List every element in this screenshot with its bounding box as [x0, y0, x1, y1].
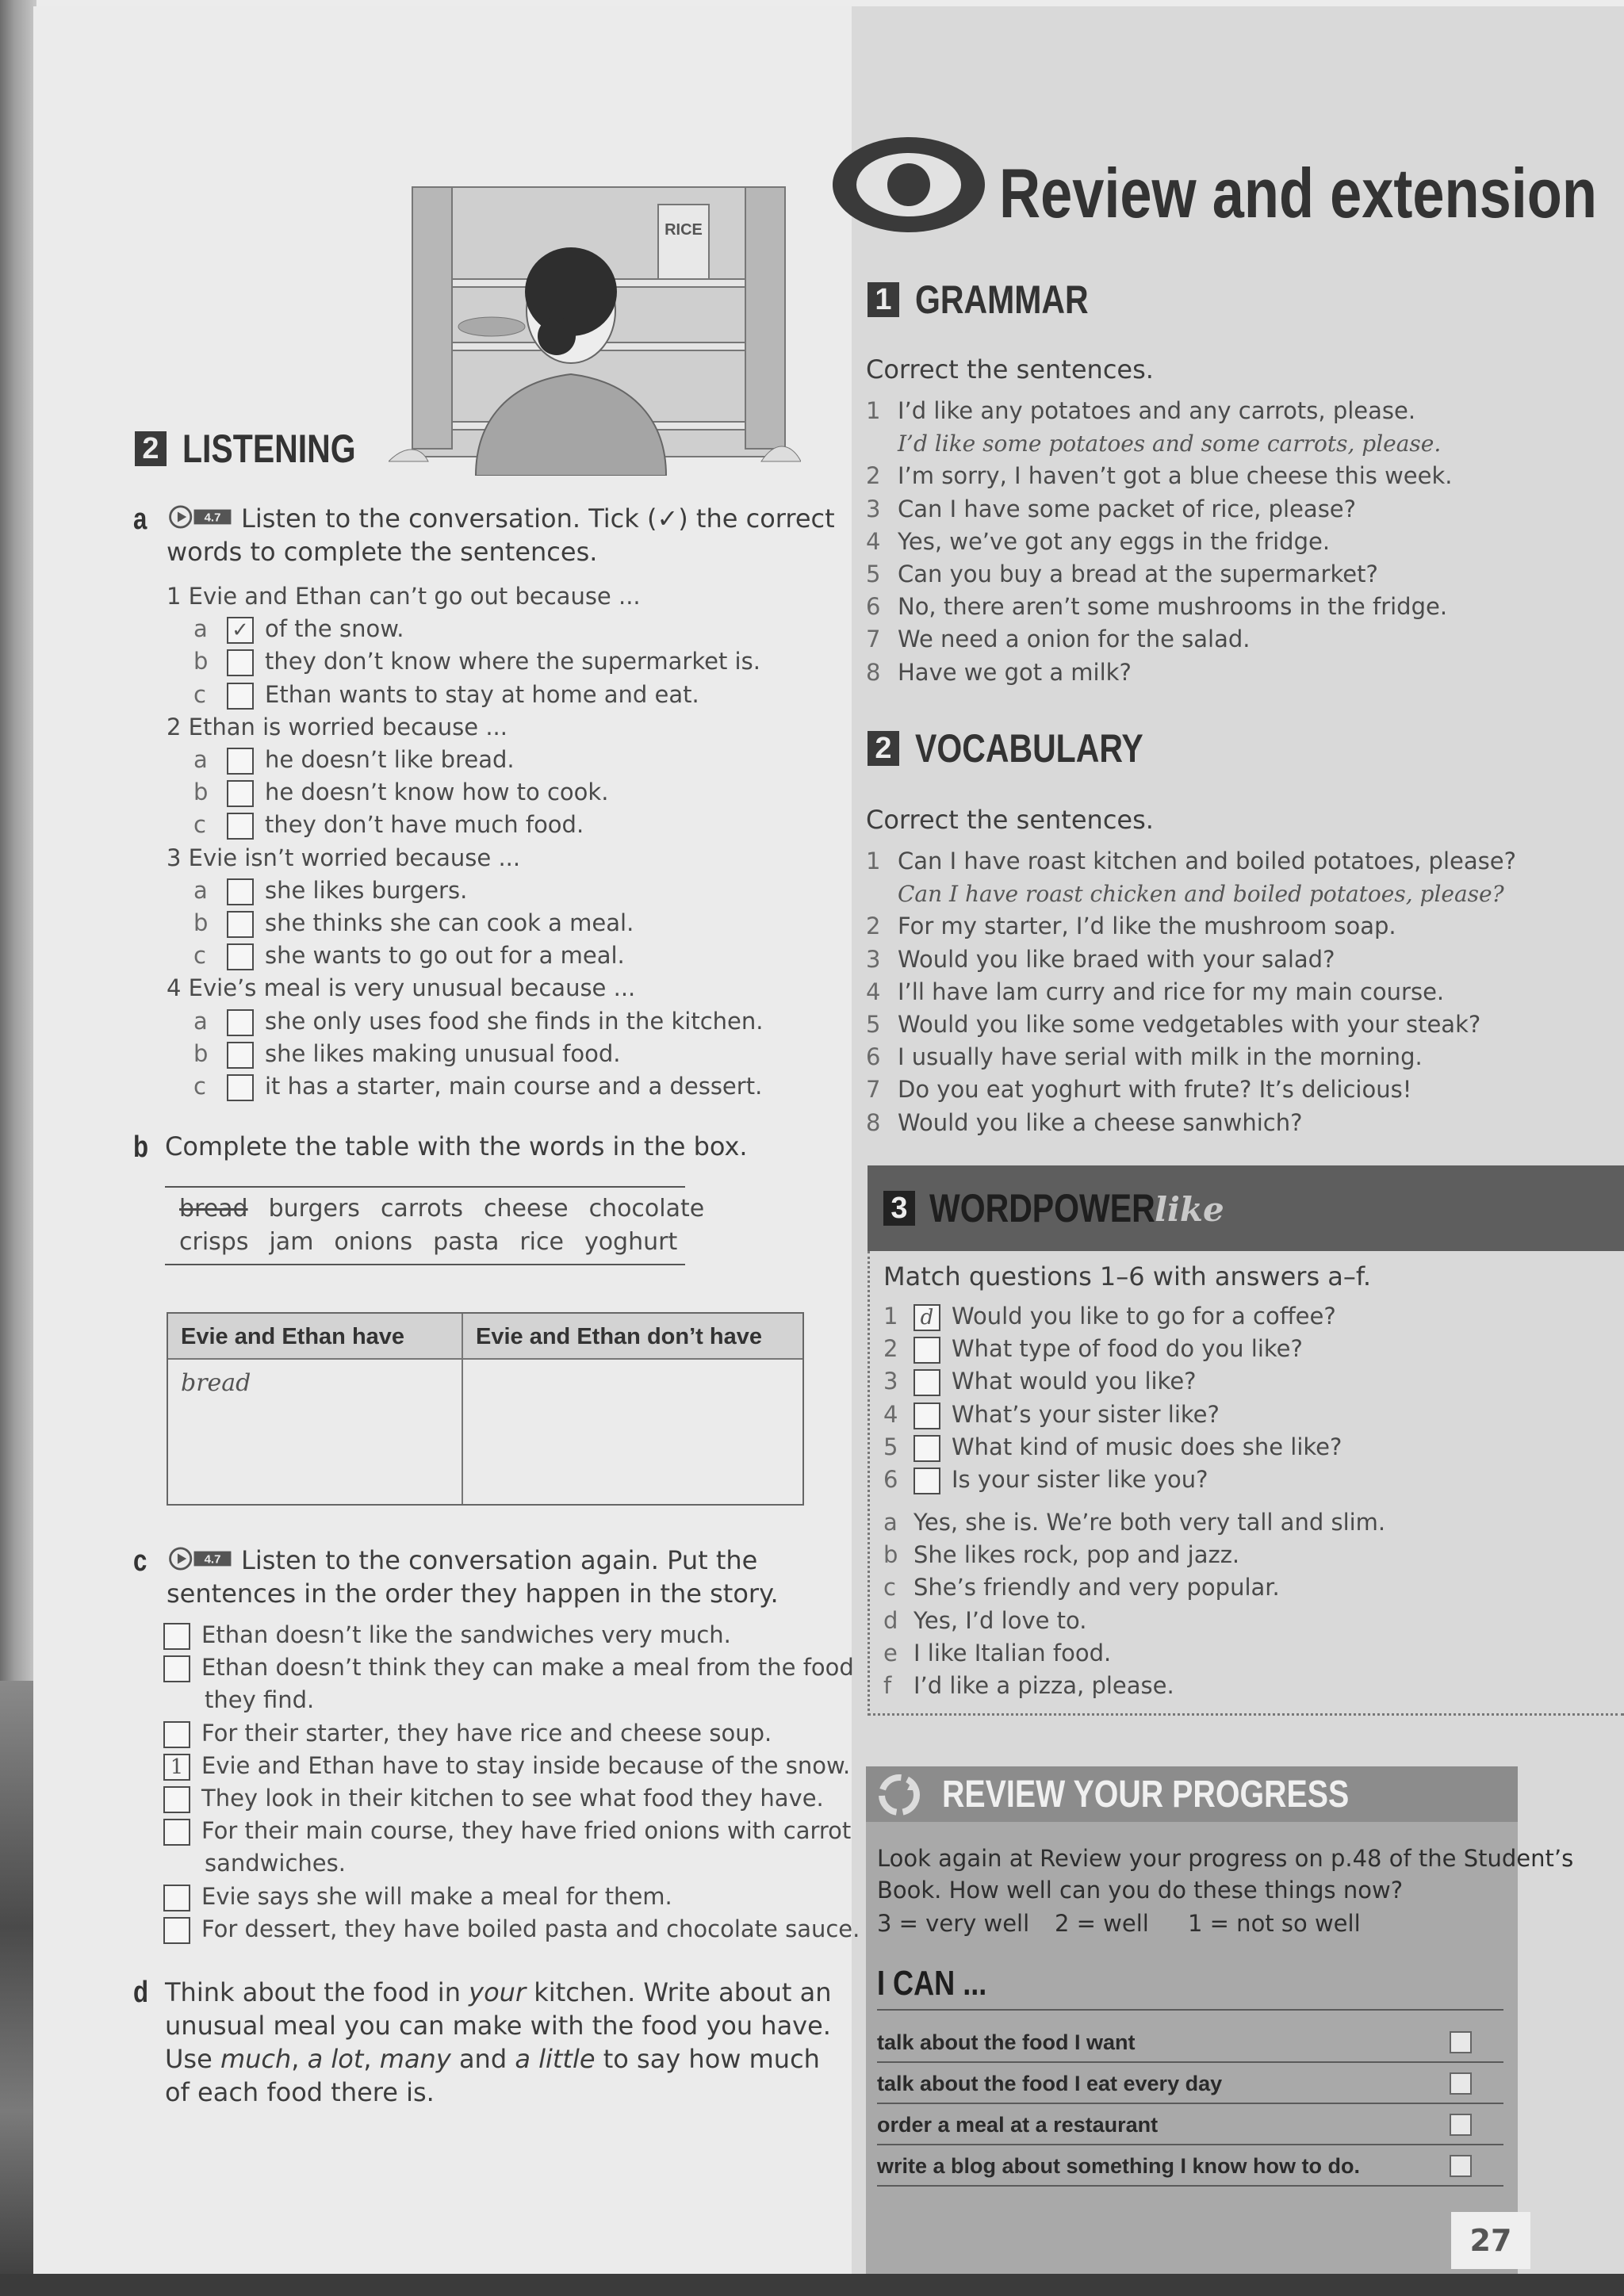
vocabulary-item: [866, 1008, 1480, 1041]
exercise-c-item: [163, 1815, 851, 1847]
question-number: 3: [883, 1368, 898, 1395]
listening-heading: [135, 431, 167, 466]
wordpower-answer: [883, 1637, 1111, 1670]
answer-letter: d: [883, 1606, 898, 1634]
vocabulary-item-number: 8: [866, 1108, 881, 1136]
word-box-word: bread: [179, 1195, 248, 1223]
vocabulary-item-text[interactable]: Can I have roast chicken and boiled potatoes, please?: [898, 881, 1504, 908]
vocabulary-item-number: 6: [866, 1043, 881, 1071]
order-text: They look in their kitchen to see what food they have.: [201, 1785, 824, 1812]
order-box[interactable]: 1: [163, 1754, 190, 1781]
vocabulary-item-text: Can I have roast kitchen and boiled potatoes, please?: [898, 848, 1516, 874]
review-progress-title: REVIEW YOUR PROGRESS: [942, 1774, 1350, 1816]
order-box[interactable]: [163, 1721, 190, 1748]
exercise-a-option: [193, 679, 699, 711]
grammar-item-number: 2: [866, 462, 881, 490]
answer-letter: f: [883, 1672, 892, 1699]
answer-box[interactable]: [914, 1435, 940, 1462]
ican-divider: [877, 2009, 1503, 2011]
tick-box[interactable]: [227, 748, 254, 775]
vocabulary-item-number: 2: [866, 913, 881, 940]
exercise-a-option: [193, 744, 515, 776]
listening-number: 2: [135, 431, 167, 466]
exercise-a-option: [193, 1005, 763, 1038]
vocabulary-item: [866, 1107, 1303, 1139]
exercise-d-line3: Use much, a lot, many and a little to say how much: [165, 2044, 820, 2074]
question-text: Would you like to go for a coffee?: [952, 1303, 1336, 1330]
vocabulary-item-number: 5: [866, 1011, 881, 1038]
audio-track-c-label: 4.7: [204, 1552, 221, 1567]
grammar-item-number: 5: [866, 561, 881, 587]
exercise-d-line1: [165, 1976, 831, 2009]
option-letter: a: [193, 876, 208, 904]
vocabulary-number: 2: [868, 731, 899, 766]
exercise-a-stem: 1 Evie and Ethan can’t go out because ...: [167, 583, 641, 610]
review-progress-panel: [866, 1766, 1574, 2274]
answer-text: I like Italian food.: [914, 1639, 1112, 1667]
grammar-item-text: We need a onion for the salad.: [898, 626, 1251, 653]
question-text: What type of food do you like?: [952, 1335, 1303, 1363]
order-text: Ethan doesn’t like the sandwiches very much.: [201, 1621, 731, 1648]
ican-item-text: order a meal at a restaurant: [877, 2113, 1159, 2137]
tick-box[interactable]: [227, 780, 254, 807]
option-letter: b: [193, 1039, 209, 1067]
exercise-c-line1: Listen to the conversation again. Put the: [241, 1545, 758, 1575]
vocabulary-item-text: I’ll have lam curry and rice for my main course.: [898, 978, 1445, 1005]
exercise-a-option: [193, 613, 404, 645]
grammar-item-text: Can I have some packet of rice, please?: [898, 495, 1357, 522]
exercise-c-letter: c: [133, 1544, 147, 1578]
wordpower-heading: [883, 1191, 915, 1226]
word-box-word: onions: [334, 1228, 413, 1256]
exercise-a-option: [193, 809, 584, 841]
exercise-a-option: [193, 907, 634, 939]
vocabulary-item-text: For my starter, I’d like the mushroom soap.: [898, 913, 1396, 940]
have-table-entry[interactable]: bread: [181, 1369, 251, 1397]
progress-scale-3: 3 = very well: [877, 1910, 1030, 1937]
ican-item: [877, 2104, 1503, 2145]
answer-text: She likes rock, pop and jazz.: [914, 1541, 1240, 1569]
answer-box[interactable]: [914, 1337, 940, 1364]
review-logo-icon: [828, 132, 990, 238]
vocabulary-item-text: Would you like a cheese sanwhich?: [898, 1108, 1303, 1136]
col1-header-text: Evie and Ethan have: [181, 1324, 405, 1349]
vocabulary-item-number: 7: [866, 1076, 881, 1104]
ican-item: [877, 2145, 1503, 2187]
vocabulary-item-text: Would you like braed with your salad?: [898, 945, 1335, 973]
exercise-a-option: [193, 776, 608, 809]
wordpower-question: [883, 1399, 1220, 1431]
audio-track-c[interactable]: [167, 1547, 235, 1571]
grammar-instruction: Correct the sentences.: [866, 354, 1154, 385]
question-text: What would you like?: [952, 1368, 1197, 1395]
answer-box[interactable]: d: [914, 1304, 940, 1331]
page-title: Review and extension: [999, 154, 1597, 232]
order-box[interactable]: [163, 1786, 190, 1813]
rice-packet-label: RICE: [665, 221, 703, 239]
exercise-c-item: [163, 1717, 772, 1750]
vocabulary-item: [866, 1073, 1411, 1106]
grammar-heading: [868, 282, 899, 317]
exercise-a-letter: a: [133, 503, 147, 536]
tick-box[interactable]: [227, 649, 254, 676]
grammar-item-number: 1: [866, 397, 881, 424]
exercise-c-item: [163, 1881, 672, 1913]
option-letter: a: [193, 615, 208, 643]
grammar-item: [866, 395, 1415, 427]
order-text: Ethan doesn’t think they can make a meal from the food: [201, 1654, 854, 1682]
grammar-item-text: No, there aren’t some mushrooms in the fridge.: [898, 593, 1448, 621]
vocabulary-item-text: I usually have serial with milk in the morning.: [898, 1043, 1423, 1071]
order-text: For their starter, they have rice and cheese soup.: [201, 1719, 772, 1747]
progress-text-2: Book. How well can you do these things now?: [877, 1877, 1404, 1904]
grammar-item: [866, 460, 1453, 492]
option-text: she wants to go out for a meal.: [265, 942, 625, 970]
option-text: it has a starter, main course and a dessert.: [265, 1073, 763, 1100]
order-text: Evie and Ethan have to stay inside because of the snow.: [201, 1751, 851, 1779]
option-text: they don’t have much food.: [265, 811, 584, 839]
ican-item-text: talk about the food I want: [877, 2030, 1136, 2054]
exercise-a-option: [193, 874, 467, 907]
order-text: For their main course, they have fried onions with carrot: [201, 1817, 852, 1845]
tick-box[interactable]: [227, 683, 254, 710]
exercise-a-stem: 2 Ethan is worried because ...: [167, 713, 508, 740]
exercise-c-item: [163, 1619, 731, 1651]
answer-letter: b: [883, 1541, 898, 1569]
answer-text: She’s friendly and very popular.: [914, 1574, 1280, 1601]
vocabulary-item-number: 3: [866, 945, 881, 973]
option-text: of the snow.: [265, 615, 404, 643]
exercise-a-stem: 3 Evie isn’t worried because ...: [167, 844, 521, 871]
exercise-c-item: [163, 1651, 854, 1684]
option-text: they don’t know where the supermarket is.: [265, 648, 760, 675]
exercise-a-line2: words to complete the sentences.: [167, 537, 598, 567]
option-text: Ethan wants to stay at home and eat.: [265, 680, 699, 708]
vocabulary-item-number: 1: [866, 848, 881, 874]
word-box-word: carrots: [380, 1195, 464, 1223]
word-box-word: yoghurt: [584, 1228, 678, 1256]
vocabulary-heading: [868, 731, 899, 766]
ican-item: [877, 2022, 1503, 2063]
ican-item: [877, 2063, 1503, 2104]
exercise-c-line2: sentences in the order they happen in the story.: [167, 1578, 779, 1609]
tick-box[interactable]: [227, 1042, 254, 1069]
word-box-row1: [179, 1192, 725, 1225]
wordpower-word: like: [1155, 1190, 1224, 1229]
book-spine-shadow: [0, 1681, 35, 2296]
option-text: she only uses food she finds in the kitchen.: [265, 1007, 764, 1035]
question-number: 1: [883, 1303, 898, 1330]
ican-checkbox[interactable]: [1450, 2114, 1472, 2136]
grammar-item-text: Can you buy a bread at the supermarket?: [898, 561, 1378, 587]
option-letter: b: [193, 909, 209, 936]
option-text: she thinks she can cook a meal.: [265, 909, 634, 936]
answer-letter: e: [883, 1639, 898, 1667]
order-box[interactable]: [163, 1917, 190, 1944]
word-box-word: jam: [269, 1228, 314, 1256]
grammar-item: [866, 656, 1132, 689]
grammar-item-number: 8: [866, 658, 881, 686]
exercise-a-stem: 4 Evie’s meal is very unusual because ...: [167, 974, 636, 1002]
option-text: he doesn’t like bread.: [265, 746, 515, 773]
tick-box[interactable]: [227, 878, 254, 905]
tick-box[interactable]: [227, 813, 254, 840]
vocabulary-item: [866, 845, 1516, 878]
exercise-b-instruction: Complete the table with the words in the box.: [165, 1131, 748, 1161]
wordpower-title: WORDPOWER: [929, 1186, 1155, 1230]
wordpower-question: [883, 1300, 1336, 1333]
order-box[interactable]: [163, 1819, 190, 1846]
wordpower-answer: [883, 1670, 1174, 1702]
order-box[interactable]: [163, 1623, 190, 1650]
ican-item-text: write a blog about something I know how to do.: [877, 2154, 1360, 2178]
tick-box[interactable]: [227, 943, 254, 970]
progress-scale-1: 1 = not so well: [1188, 1910, 1361, 1937]
exercise-d-line2: unusual meal you can make with the food you have.: [165, 2011, 831, 2041]
grammar-item: [866, 427, 1441, 460]
page-bottom-edge: [0, 2274, 1624, 2296]
vocabulary-instruction: Correct the sentences.: [866, 805, 1154, 835]
exercise-d-line4: of each food there is.: [165, 2077, 435, 2107]
ican-checkbox[interactable]: [1450, 2072, 1472, 2095]
word-box-word: burgers: [268, 1195, 360, 1223]
listening-title: LISTENING: [182, 427, 356, 471]
exercise-a-option: [193, 645, 760, 678]
exercise-a-option: [193, 1070, 762, 1103]
answer-letter: c: [883, 1574, 896, 1601]
grammar-number: 1: [868, 282, 899, 317]
grammar-item: [866, 493, 1356, 526]
grammar-item: [866, 526, 1330, 558]
word-box-word: pasta: [433, 1228, 500, 1256]
wordpower-question: [883, 1464, 1208, 1496]
word-box-word: cheese: [484, 1195, 569, 1223]
grammar-item-text: Have we got a milk?: [898, 658, 1132, 686]
question-text: Is your sister like you?: [952, 1466, 1208, 1493]
order-box[interactable]: [163, 1885, 190, 1911]
progress-text-1: Look again at Review your progress on p.48 of the Student’s: [877, 1845, 1574, 1872]
vocabulary-item: [866, 878, 1504, 910]
question-number: 5: [883, 1433, 898, 1460]
vocabulary-item-text: Do you eat yoghurt with frute? It’s delicious!: [898, 1076, 1412, 1104]
question-number: 6: [883, 1466, 898, 1493]
wordpower-question: [883, 1365, 1197, 1398]
page-number: 27: [1451, 2212, 1530, 2269]
grammar-item-number: 7: [866, 626, 881, 653]
have-table: [167, 1312, 804, 1506]
grammar-title: GRAMMAR: [915, 277, 1089, 322]
word-box-word: crisps: [179, 1228, 249, 1256]
exercise-c-item: [163, 1750, 850, 1782]
progress-scale-2: 2 = well: [1055, 1910, 1149, 1937]
vocabulary-title: VOCABULARY: [915, 726, 1143, 771]
exercise-d-letter: d: [133, 1976, 149, 2009]
have-table-col1-header: [168, 1314, 462, 1360]
question-number: 2: [883, 1335, 898, 1363]
order-text: For dessert, they have boiled pasta and chocolate sauce.: [201, 1915, 860, 1942]
exercise-c-item-continued: they find.: [205, 1686, 315, 1714]
answer-letter: a: [883, 1509, 898, 1536]
ican-item-text: talk about the food I eat every day: [877, 2072, 1223, 2095]
vocabulary-item: [866, 943, 1335, 976]
progress-cycle-icon: [877, 1773, 921, 1817]
tick-box[interactable]: [227, 1009, 254, 1036]
vocabulary-item-number: 4: [866, 978, 881, 1005]
grammar-item-number: 4: [866, 527, 881, 555]
col2-header-text: Evie and Ethan don’t have: [476, 1324, 762, 1349]
wordpower-question: [883, 1431, 1342, 1464]
exercise-c-item: [163, 1913, 860, 1946]
grammar-item-number: 3: [866, 495, 881, 522]
audio-track-a[interactable]: [167, 505, 235, 529]
answer-box[interactable]: [914, 1369, 940, 1396]
word-box-row2: [179, 1226, 698, 1258]
exercise-a-option: [193, 939, 625, 972]
answer-box[interactable]: [914, 1402, 940, 1429]
exercise-b-letter: b: [133, 1131, 149, 1164]
ican-checkbox[interactable]: [1450, 2155, 1472, 2177]
tick-box[interactable]: [227, 1074, 254, 1101]
have-table-col2-entry[interactable]: [474, 1369, 795, 1496]
d-line1: Think about the food in your kitchen. Write about an: [165, 1977, 832, 2007]
option-text: she likes making unusual food.: [265, 1039, 621, 1067]
wordpower-number: 3: [883, 1191, 915, 1226]
wordpower-answer: [883, 1506, 1385, 1539]
vocabulary-item: [866, 1041, 1423, 1073]
grammar-item-number: 6: [866, 593, 881, 621]
wordpower-answer: [883, 1571, 1280, 1604]
option-letter: b: [193, 779, 209, 806]
option-letter: c: [193, 942, 206, 970]
answer-text: I’d like a pizza, please.: [914, 1672, 1174, 1699]
question-text: What’s your sister like?: [952, 1400, 1220, 1428]
grammar-item: [866, 591, 1447, 623]
grammar-item-text: I’m sorry, I haven’t got a blue cheese this week.: [898, 462, 1453, 490]
option-letter: a: [193, 746, 208, 773]
option-letter: a: [193, 1007, 208, 1035]
grammar-item: [866, 623, 1250, 656]
option-letter: c: [193, 680, 206, 708]
exercise-a-line1: Listen to the conversation. Tick (✓) the correct: [241, 503, 835, 534]
answer-text: Yes, I’d love to.: [914, 1606, 1087, 1634]
exercise-a-option: [193, 1038, 620, 1070]
exercise-c-item-continued: sandwiches.: [205, 1850, 346, 1877]
exercise-c-item: [163, 1782, 824, 1815]
table-divider: [462, 1314, 463, 1504]
wordpower-answer: [883, 1539, 1239, 1571]
tick-box[interactable]: ✓: [227, 617, 254, 644]
grammar-item-text[interactable]: I’d like some potatoes and some carrots, please.: [898, 430, 1442, 457]
vocabulary-item: [866, 976, 1444, 1008]
option-text: she likes burgers.: [265, 876, 468, 904]
vocabulary-item-text: Would you like some vedgetables with your steak?: [898, 1011, 1481, 1038]
question-number: 4: [883, 1400, 898, 1428]
kitchen-cupboard-illustration: [389, 184, 801, 476]
question-text: What kind of music does she like?: [952, 1433, 1342, 1460]
order-text: Evie says she will make a meal for them.: [201, 1882, 672, 1910]
word-box-word: rice: [519, 1228, 564, 1256]
vocabulary-item: [866, 910, 1396, 943]
wordpower-question: [883, 1333, 1303, 1365]
order-box[interactable]: [163, 1655, 190, 1682]
have-table-col2-header: [463, 1314, 802, 1360]
word-box-word: chocolate: [588, 1195, 705, 1223]
grammar-item-text: I’d like any potatoes and any carrots, please.: [898, 397, 1416, 424]
ican-heading: I CAN ...: [877, 1964, 987, 2003]
wordpower-instruction: Match questions 1–6 with answers a–f.: [883, 1261, 1371, 1292]
answer-text: Yes, she is. We’re both very tall and slim.: [914, 1509, 1386, 1536]
option-letter: c: [193, 811, 206, 839]
tick-box[interactable]: [227, 911, 254, 938]
ican-checkbox[interactable]: [1450, 2031, 1472, 2053]
option-letter: c: [193, 1073, 206, 1100]
grammar-item-text: Yes, we’ve got any eggs in the fridge.: [898, 527, 1331, 555]
wordpower-answer: [883, 1605, 1087, 1637]
answer-box[interactable]: [914, 1468, 940, 1494]
audio-track-a-label: 4.7: [204, 511, 221, 525]
grammar-item: [866, 558, 1378, 591]
option-text: he doesn’t know how to cook.: [265, 779, 609, 806]
option-letter: b: [193, 648, 209, 675]
